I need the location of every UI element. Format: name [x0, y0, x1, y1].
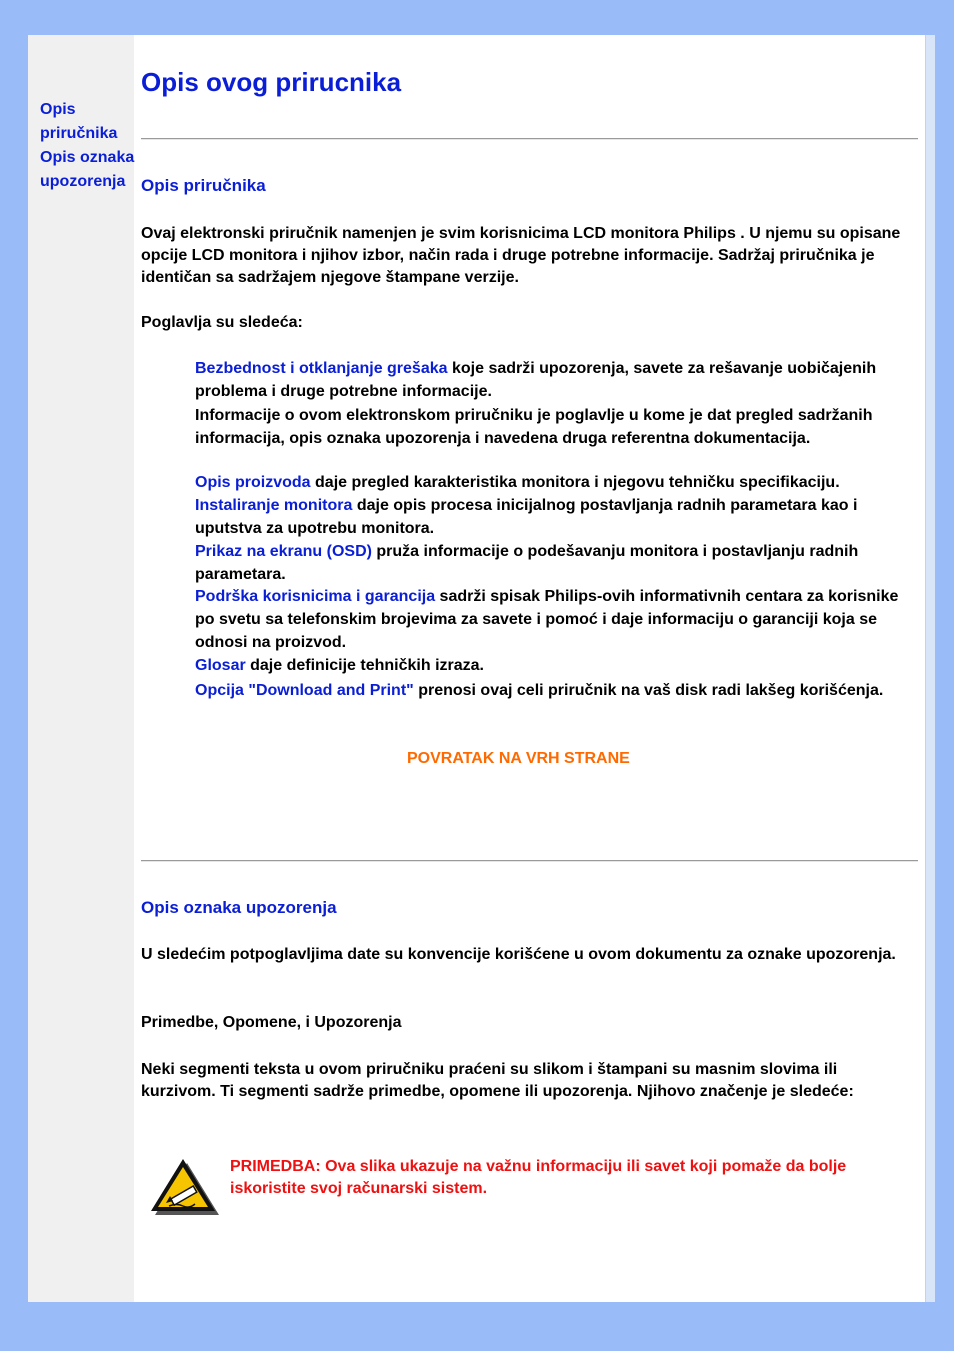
sidebar [28, 35, 134, 1302]
chapter-link-support[interactable]: Podrška korisnicima i garancija [195, 588, 436, 605]
note-text: PRIMEDBA: Ova slika ukazuje na važnu informaciju ili savet koji pomaže da bolje iskoristite svoj računarski sistem. [230, 1158, 847, 1197]
chapter-item-safety [195, 357, 915, 403]
right-edge-strip [925, 35, 935, 1302]
chapter-text: daje definicije tehničkih izraza. [245, 657, 484, 674]
chapter-text: daje opis procesa inicijalnog postavljanja radnih parametara kao i uputstva za upotrebu monitora. [195, 497, 858, 537]
warnings-description: Neki segmenti teksta u ovom priručniku praćeni su slikom i štampani su masnim slovima ili kurzivom. Ti segmenti sadrže primedbe, opomene ili upozorenja. Njihovo značenje je sledeće: [141, 1061, 854, 1100]
chapter-item-install [195, 494, 915, 540]
chapter-item-glossary [195, 654, 915, 677]
manual-intro-text: Ovaj elektronski priručnik namenjen je svim korisnicima LCD monitora Philips . U njemu su opisane opcije LCD monitora i njihov izbor, način rada i druge potrebne informacije. Sadržaj priručnika je identičan sa sadržajem njegove štampane verzije. [141, 225, 901, 286]
chapter-link-product[interactable]: Opis proizvoda [195, 474, 311, 491]
page-frame [28, 35, 935, 1302]
sidebar-link-warning-notations[interactable]: Opis oznaka upozorenja [40, 149, 135, 190]
chapter-text: sadrži spisak Philips-ovih informativnih centara za korisnike po svetu sa telefonskim brojevima za savete i pomoć i daje informaciju o garanciji koja se odnosi na proizvod. [195, 588, 899, 651]
back-to-top-link[interactable]: POVRATAK NA VRH STRANE [407, 750, 630, 767]
chapters-heading: Poglavlja su sledeća: [141, 314, 303, 331]
section-title-warnings: Opis oznaka upozorenja [141, 898, 337, 917]
chapter-link-download[interactable]: Opcija "Download and Print" [195, 682, 414, 699]
chapter-link-glossary[interactable]: Glosar [195, 657, 246, 674]
divider [141, 138, 918, 140]
chapter-item-about-manual [195, 404, 915, 450]
chapter-item-download [195, 678, 915, 704]
chapter-item-support [195, 585, 915, 654]
divider [141, 860, 918, 862]
note-pencil-icon [149, 1156, 219, 1218]
chapter-text: prenosi ovaj celi priručnik na vaš disk radi lakšeg korišćenja. [413, 682, 884, 699]
chapter-link-safety[interactable]: Bezbednost i otklanjanje grešaka [195, 360, 448, 377]
page-title: Opis ovog prirucnika [141, 67, 402, 97]
section-title-manual: Opis priručnika [141, 176, 266, 195]
warnings-subheading: Primedbe, Opomene, i Upozorenja [141, 1014, 402, 1031]
chapter-link-osd[interactable]: Prikaz na ekranu (OSD) [195, 543, 372, 560]
chapter-text: daje pregled karakteristika monitora i njegovu tehničku specifikaciju. [310, 474, 840, 491]
chapter-item-osd [195, 540, 915, 586]
chapter-text: Informacije o ovom elektronskom priručniku je poglavlje u kome je dat pregled sadržanih informacija, opis oznaka upozorenja i navedena druga referentna dokumentacija. [195, 407, 873, 447]
sidebar-link-manual-description[interactable]: Opis priručnika [40, 101, 118, 142]
chapter-text: pruža informacije o podešavanju monitora i postavljanju radnih parametara. [195, 543, 859, 583]
chapter-text: koje sadrži upozorenja, savete za rešavanje uobičajenih problema i druge potrebne informacije. [195, 360, 877, 400]
chapter-item-product [195, 471, 915, 494]
warnings-intro-text: U sledećim potpoglavljima date su konvencije korišćene u ovom dokumentu za oznake upozorenja. [141, 946, 896, 963]
chapter-link-install[interactable]: Instaliranje monitora [195, 497, 353, 514]
